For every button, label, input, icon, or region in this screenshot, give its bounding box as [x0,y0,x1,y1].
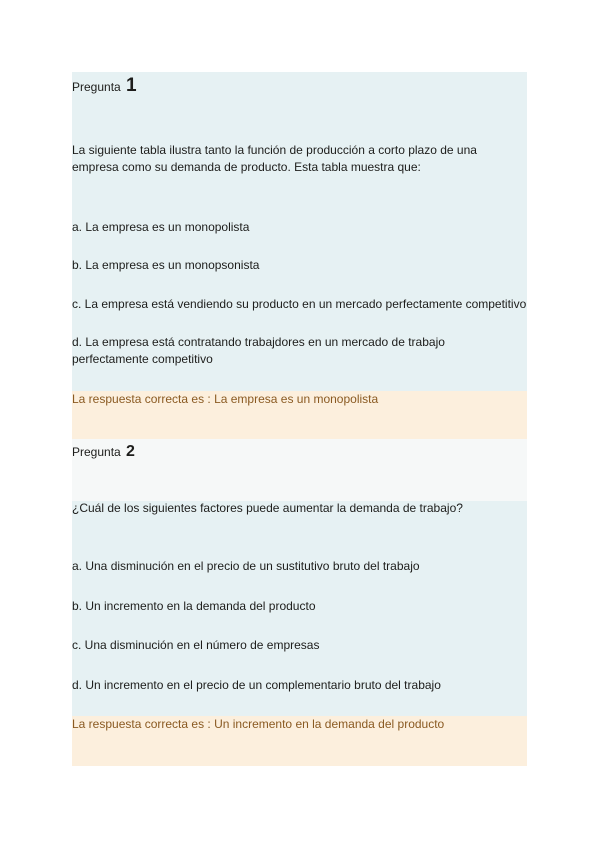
question-1-heading [72,77,137,96]
question-1-prompt: La siguiente tabla ilustra tanto la función de producción a corto plazo de una empresa como su demanda de producto. Esta tabla muestra que: [72,143,477,174]
question-1-option-c[interactable]: c. La empresa está vendiendo su producto en un mercado perfectamente competitivo [72,297,527,311]
question-2-option-a[interactable]: a. Una disminución en el precio de un sustitutivo bruto del trabajo [72,559,420,573]
question-2-option-d[interactable]: d. Un incremento en el precio de un complementario bruto del trabajo [72,678,441,692]
question-1-feedback: La respuesta correcta es : La empresa es un monopolista [72,392,379,406]
question-2-option-b[interactable]: b. Un incremento en la demanda del producto [72,599,316,613]
question-2-prompt: ¿Cuál de los siguientes factores puede aumentar la demanda de trabajo? [72,501,463,515]
question-2-label: Pregunta [72,445,121,459]
question-2-option-c[interactable]: c. Una disminución en el número de empresas [72,638,320,652]
question-1-option-b[interactable]: b. La empresa es un monopsonista [72,258,260,272]
question-1-number: 1 [126,75,137,96]
question-2-heading [72,443,135,461]
question-2-header-panel [72,439,527,501]
question-2-feedback: La respuesta correcta es : Un incremento en la demanda del producto [72,717,445,731]
question-1-option-d[interactable]: d. La empresa está contratando trabajdores en un mercado de trabajo perfectamente competitivo [72,335,445,366]
question-1-label: Pregunta [72,80,121,94]
question-2-number: 2 [126,443,135,460]
question-1-option-a[interactable]: a. La empresa es un monopolista [72,220,250,234]
